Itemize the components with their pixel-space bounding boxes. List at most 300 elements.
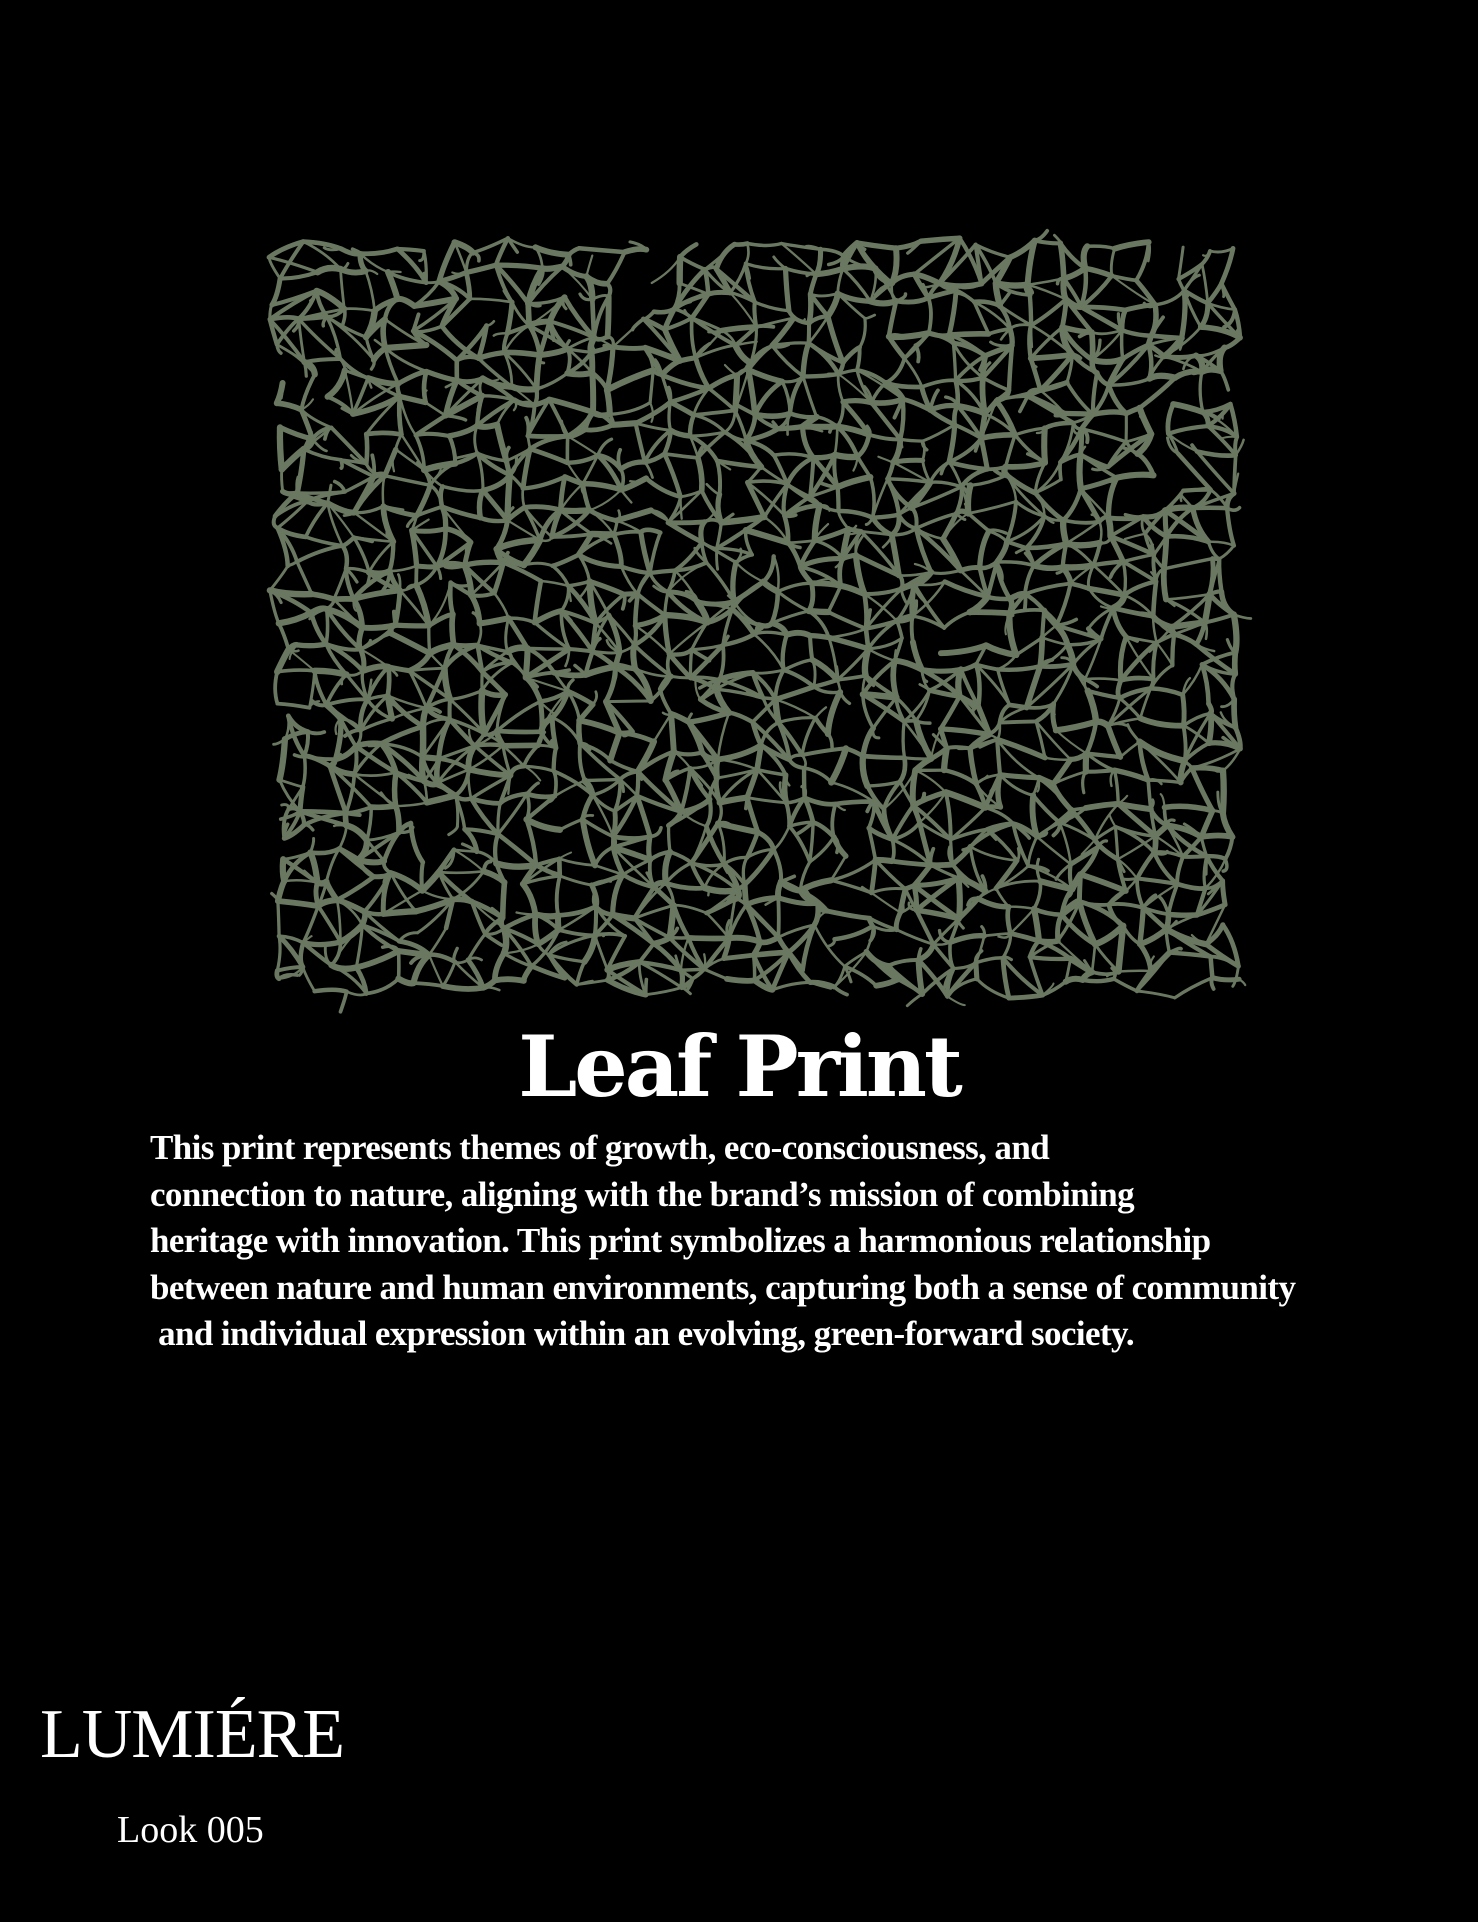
vein-segment xyxy=(1148,780,1151,809)
vein-segment xyxy=(1157,643,1173,666)
vein-segment xyxy=(997,562,1034,566)
vein-segment xyxy=(585,779,620,780)
vein-segment xyxy=(838,374,843,402)
vein-segment xyxy=(998,669,1010,705)
vein-segment xyxy=(774,850,781,882)
vein-segment xyxy=(303,967,315,991)
vein-segment xyxy=(923,425,955,441)
vein-segment xyxy=(816,249,820,274)
vein-segment xyxy=(695,681,700,700)
brand-logo: LUMIÉRE xyxy=(40,1696,345,1773)
vein-segment xyxy=(900,439,922,441)
vein-segment xyxy=(1168,426,1208,434)
vein-segment xyxy=(670,402,693,415)
vein-segment xyxy=(585,425,613,430)
vein-segment xyxy=(569,255,571,265)
vein-segment xyxy=(396,806,399,832)
vein-segment xyxy=(366,434,367,464)
vein-segment xyxy=(897,620,909,622)
vein-segment xyxy=(1178,453,1211,489)
vein-segment xyxy=(1028,837,1037,866)
vein-segment xyxy=(318,906,340,942)
vein-segment xyxy=(1009,346,1012,391)
vein-segment xyxy=(1108,726,1120,757)
vein-segment xyxy=(537,373,568,389)
vein-segment xyxy=(496,265,543,268)
vein-segment xyxy=(312,594,334,599)
vein-segment xyxy=(790,760,805,768)
vein-segment xyxy=(482,691,485,734)
vein-segment xyxy=(487,321,494,325)
vein-segment xyxy=(1007,502,1016,542)
vein-segment xyxy=(1109,345,1149,385)
vein-segment xyxy=(282,469,283,491)
vein-segment xyxy=(968,513,989,531)
vein-segment xyxy=(790,755,803,760)
vein-segment xyxy=(1192,768,1213,811)
vein-segment xyxy=(809,294,811,323)
vein-segment xyxy=(775,687,814,700)
vein-segment xyxy=(586,256,592,277)
vein-segment xyxy=(1124,879,1137,880)
vein-segment xyxy=(278,881,284,901)
vein-segment xyxy=(1224,310,1235,328)
vein-segment xyxy=(912,616,913,642)
vein-segment xyxy=(633,645,635,669)
vein-segment xyxy=(297,562,312,594)
vein-segment xyxy=(506,618,509,652)
vein-segment xyxy=(595,906,596,935)
vein-segment xyxy=(1109,905,1123,926)
vein-segment xyxy=(857,435,869,457)
vein-segment xyxy=(941,696,960,729)
vein-segment xyxy=(949,462,987,469)
vein-segment xyxy=(669,826,670,852)
vein-segment xyxy=(871,403,900,440)
vein-segment xyxy=(457,357,479,360)
vein-segment xyxy=(1221,371,1229,390)
vein-segment xyxy=(1183,665,1202,695)
vein-segment xyxy=(786,269,789,311)
vein-segment xyxy=(641,532,650,573)
vein-segment xyxy=(446,566,465,568)
vein-segment xyxy=(526,418,528,436)
vein-segment xyxy=(1111,249,1114,276)
vein-segment xyxy=(1140,908,1144,944)
vein-segment xyxy=(524,745,538,766)
vein-segment xyxy=(606,701,651,702)
vein-segment xyxy=(1121,678,1154,680)
vein-segment xyxy=(665,592,668,615)
vein-segment xyxy=(1202,264,1208,303)
vein-segment xyxy=(654,714,671,742)
vein-segment xyxy=(1086,770,1115,772)
vein-segment xyxy=(414,983,443,986)
vein-segment xyxy=(1016,638,1042,655)
vein-segment xyxy=(668,523,702,542)
vein-segment xyxy=(984,934,1010,936)
vein-segment xyxy=(983,378,1009,391)
vein-segment xyxy=(1034,909,1039,941)
vein-segment xyxy=(1177,884,1205,889)
vein-segment xyxy=(1200,372,1203,412)
vein-segment xyxy=(717,461,720,495)
vein-segment xyxy=(579,248,625,252)
vein-segment xyxy=(299,317,327,319)
vein-segment xyxy=(688,938,729,939)
vein-segment xyxy=(1093,412,1126,414)
vein-segment xyxy=(746,244,749,264)
vein-segment xyxy=(477,400,514,426)
vein-segment xyxy=(429,955,455,962)
vein-segment xyxy=(437,567,441,579)
vein-segment xyxy=(681,812,706,827)
vein-segment xyxy=(315,671,327,705)
vein-segment xyxy=(583,484,590,510)
vein-segment xyxy=(671,714,674,752)
vein-segment xyxy=(608,297,609,337)
vein-segment xyxy=(758,832,774,849)
vein-segment xyxy=(829,638,868,649)
vein-segment xyxy=(1083,979,1114,981)
vein-segment xyxy=(1227,508,1239,510)
vein-segment xyxy=(310,849,339,853)
vein-segment xyxy=(788,414,791,435)
vein-segment xyxy=(893,661,896,698)
vein-segment xyxy=(1149,376,1175,379)
vein-segment xyxy=(1040,881,1072,889)
vein-segment xyxy=(441,486,443,506)
vein-segment xyxy=(928,298,931,333)
vein-segment xyxy=(778,592,809,611)
vein-segment xyxy=(871,383,885,403)
vein-segment xyxy=(279,623,289,649)
vein-segment xyxy=(495,979,524,981)
vein-segment xyxy=(835,802,873,804)
vein-segment xyxy=(778,427,803,429)
vein-segment xyxy=(366,979,398,994)
vein-segment xyxy=(774,454,814,458)
vein-segment xyxy=(337,877,374,900)
vein-segment xyxy=(485,934,501,945)
vein-segment xyxy=(735,411,746,441)
vein-segment xyxy=(280,272,318,278)
vein-segment xyxy=(514,400,516,410)
vein-segment xyxy=(278,901,318,906)
vein-segment xyxy=(1123,555,1154,562)
vein-segment xyxy=(607,252,624,284)
vein-segment xyxy=(371,806,395,807)
vein-segment xyxy=(412,529,446,532)
vein-segment xyxy=(716,760,718,779)
vein-segment xyxy=(812,660,815,687)
vein-segment xyxy=(1031,325,1032,347)
vein-segment xyxy=(494,593,508,618)
vein-segment xyxy=(383,319,385,348)
vein-segment xyxy=(838,511,848,529)
vein-segment xyxy=(334,825,346,826)
vein-segment xyxy=(863,756,868,786)
vein-segment xyxy=(318,900,337,906)
vein-segment xyxy=(748,481,788,484)
vein-segment xyxy=(718,823,758,832)
vein-segment xyxy=(1115,242,1149,249)
vein-segment xyxy=(480,618,509,623)
vein-segment xyxy=(1177,857,1183,884)
vein-segment xyxy=(366,433,401,435)
vein-segment xyxy=(306,503,328,537)
vein-segment xyxy=(666,863,692,883)
vein-segment xyxy=(1088,691,1096,722)
vein-segment xyxy=(478,624,481,646)
vein-segment xyxy=(1117,475,1154,478)
vein-segment xyxy=(1030,957,1071,959)
vein-segment xyxy=(595,847,613,865)
vein-segment xyxy=(1010,909,1034,934)
vein-segment xyxy=(763,556,773,581)
vein-segment xyxy=(681,768,690,812)
vein-segment xyxy=(561,586,568,611)
vein-segment xyxy=(812,583,841,586)
vein-segment xyxy=(303,756,305,787)
vein-segment xyxy=(701,522,705,542)
vein-segment xyxy=(949,334,989,335)
vein-segment xyxy=(1125,534,1145,539)
vein-segment xyxy=(526,648,528,677)
vein-segment xyxy=(275,672,277,704)
vein-segment xyxy=(997,542,1007,562)
vein-segment xyxy=(1140,718,1183,725)
vein-segment xyxy=(1155,290,1184,304)
vein-segment xyxy=(1017,848,1019,860)
vein-segment xyxy=(947,997,964,1006)
vein-segment xyxy=(416,434,450,436)
vein-segment xyxy=(680,257,681,283)
vein-segment xyxy=(814,680,838,687)
vein-segment xyxy=(297,477,298,493)
vein-segment xyxy=(1225,837,1232,859)
vein-segment xyxy=(583,815,593,819)
vein-segment xyxy=(959,878,960,919)
vein-segment xyxy=(527,783,538,794)
vein-segment xyxy=(736,562,763,581)
vein-segment xyxy=(610,760,638,771)
vein-segment xyxy=(694,411,736,416)
vein-segment xyxy=(876,980,897,986)
vein-segment xyxy=(270,566,288,590)
vein-segment xyxy=(354,538,369,573)
vein-segment xyxy=(835,926,873,939)
vein-segment xyxy=(1153,581,1156,616)
vein-segment xyxy=(504,352,539,355)
vein-segment xyxy=(754,632,787,635)
vein-segment xyxy=(393,449,396,471)
vein-segment xyxy=(665,615,707,622)
vein-segment xyxy=(366,271,375,311)
vein-segment xyxy=(1120,742,1139,757)
vein-segment xyxy=(930,410,954,425)
vein-segment xyxy=(507,302,512,333)
vein-segment xyxy=(339,825,346,848)
vein-segment xyxy=(346,825,367,840)
vein-segment xyxy=(559,853,571,859)
vein-segment xyxy=(524,563,553,566)
vein-segment xyxy=(968,502,1016,514)
vein-segment xyxy=(696,358,709,389)
vein-segment xyxy=(577,962,585,985)
vein-segment xyxy=(707,484,720,494)
vein-segment xyxy=(1172,634,1174,665)
vein-segment xyxy=(1199,489,1210,490)
vein-segment xyxy=(426,403,446,416)
vein-segment xyxy=(426,371,457,380)
vein-segment xyxy=(1064,268,1085,278)
vein-segment xyxy=(598,439,612,455)
vein-segment xyxy=(1123,562,1125,596)
vein-segment xyxy=(680,257,705,270)
vein-segment xyxy=(295,755,305,757)
vein-segment xyxy=(821,249,844,256)
vein-segment xyxy=(280,427,282,469)
vein-segment xyxy=(878,457,893,463)
vein-segment xyxy=(328,370,345,396)
vein-segment xyxy=(1031,299,1066,325)
vein-segment xyxy=(527,794,555,797)
vein-segment xyxy=(815,541,843,559)
vein-segment xyxy=(1209,542,1220,559)
vein-segment xyxy=(1206,856,1207,874)
vein-segment xyxy=(449,426,477,436)
vein-segment xyxy=(567,349,569,374)
vein-segment xyxy=(1110,815,1116,826)
vein-segment xyxy=(709,331,722,333)
vein-segment xyxy=(1020,396,1028,411)
vein-segment xyxy=(1045,758,1071,760)
vein-segment xyxy=(753,670,784,673)
vein-segment xyxy=(394,612,395,626)
vein-segment xyxy=(756,326,773,327)
vein-segment xyxy=(304,732,308,756)
vein-segment xyxy=(811,274,817,294)
vein-segment xyxy=(1087,246,1114,249)
vein-segment xyxy=(1151,688,1183,695)
vein-segment xyxy=(1140,742,1185,761)
vein-segment xyxy=(277,936,280,971)
vein-segment xyxy=(616,510,651,520)
vein-segment xyxy=(395,773,396,807)
vein-segment xyxy=(1092,944,1095,972)
vein-segment xyxy=(409,668,444,670)
vein-segment xyxy=(1223,881,1226,905)
vein-segment xyxy=(1063,520,1066,543)
vein-segment xyxy=(662,361,680,375)
vein-segment xyxy=(772,982,810,989)
vein-segment xyxy=(1079,874,1080,901)
vein-segment xyxy=(778,898,779,938)
vein-segment xyxy=(1006,463,1045,467)
vein-segment xyxy=(802,718,815,755)
vein-segment xyxy=(442,507,480,518)
vein-segment xyxy=(497,701,540,730)
vein-segment xyxy=(282,805,289,809)
vein-segment xyxy=(614,535,621,567)
vein-segment xyxy=(310,839,313,853)
vein-segment xyxy=(954,406,957,425)
vein-segment xyxy=(422,872,439,890)
vein-segment xyxy=(763,582,778,592)
vein-segment xyxy=(872,893,901,913)
vein-segment xyxy=(636,423,671,430)
vein-segment xyxy=(443,962,455,986)
vein-segment xyxy=(834,966,844,987)
vein-segment xyxy=(922,380,956,387)
vein-segment xyxy=(941,729,990,735)
vein-segment xyxy=(354,773,396,776)
vein-segment xyxy=(1219,546,1234,559)
vein-segment xyxy=(381,726,423,743)
vein-segment xyxy=(528,648,570,649)
vein-segment xyxy=(417,566,437,567)
vein-segment xyxy=(586,667,616,675)
vein-segment xyxy=(889,335,902,337)
vein-segment xyxy=(1115,827,1117,860)
vein-segment xyxy=(429,626,430,654)
vein-segment xyxy=(1009,613,1016,655)
vein-segment xyxy=(429,955,443,986)
vein-segment xyxy=(535,611,562,623)
vein-segment xyxy=(718,745,761,759)
vein-segment xyxy=(1211,978,1213,989)
vein-segment xyxy=(443,486,483,491)
vein-segment xyxy=(1164,569,1166,600)
vein-segment xyxy=(748,370,782,382)
vein-segment xyxy=(344,309,374,311)
vein-segment xyxy=(1097,373,1109,385)
vein-segment xyxy=(907,994,922,1006)
vein-segment xyxy=(1045,423,1074,429)
vein-segment xyxy=(727,979,755,981)
vein-segment xyxy=(1095,944,1118,971)
vein-segment xyxy=(1025,584,1071,595)
vein-segment xyxy=(646,980,647,995)
vein-segment xyxy=(1066,522,1099,544)
vein-segment xyxy=(1124,581,1156,595)
vein-segment xyxy=(838,511,872,518)
vein-segment xyxy=(277,650,288,672)
vein-segment xyxy=(872,860,876,893)
vein-segment xyxy=(828,939,835,946)
vein-segment xyxy=(838,487,839,511)
vein-segment xyxy=(831,748,846,782)
vein-segment xyxy=(1000,775,1039,778)
vein-segment xyxy=(857,457,870,478)
vein-segment xyxy=(328,485,331,503)
vein-segment xyxy=(583,484,622,490)
vein-segment xyxy=(540,349,568,355)
vein-segment xyxy=(1010,325,1031,329)
vein-segment xyxy=(560,876,592,885)
vein-segment xyxy=(318,268,341,272)
vein-segment xyxy=(1108,724,1126,726)
vein-segment xyxy=(1148,780,1181,782)
vein-segment xyxy=(982,378,985,414)
vein-segment xyxy=(454,948,457,962)
vein-segment xyxy=(828,734,832,747)
vein-segment xyxy=(893,460,923,462)
vein-segment xyxy=(784,515,795,516)
vein-segment xyxy=(1066,979,1083,982)
vein-segment xyxy=(779,718,816,723)
